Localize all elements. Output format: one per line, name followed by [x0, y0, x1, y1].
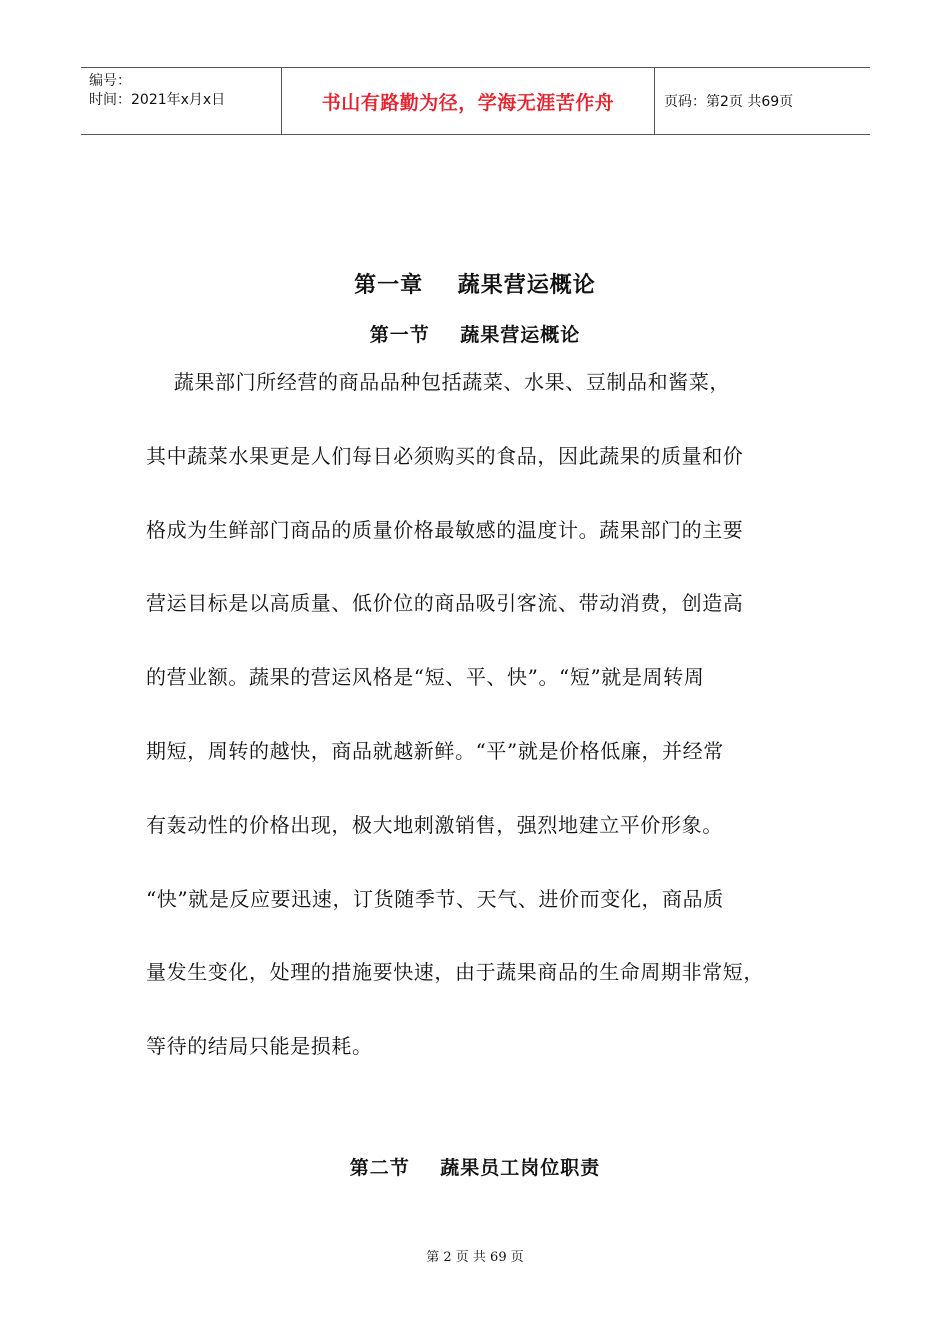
header-meta-cell	[81, 68, 282, 134]
header-page-info: 页码：第2页 共69页	[664, 94, 794, 110]
paragraph-line: 有轰动性的价格出现，极大地刺激销售，强烈地建立平价形象。	[146, 812, 723, 837]
paragraph-line: “快”就是反应要迅速，订货随季节、天气、进价而变化，商品质	[146, 886, 724, 911]
paragraph-line: 格成为生鲜部门商品的质量价格最敏感的温度计。蔬果部门的主要	[146, 517, 744, 542]
paragraph-line: 的营业额。蔬果的营运风格是“短、平、快”。“短”就是周转周	[146, 665, 705, 690]
document-date-label: 时间：2021年x月x日	[89, 92, 226, 108]
section-title-2: 第二节 蔬果员工岗位职责	[349, 1157, 601, 1179]
header-motto: 书山有路勤为径，学海无涯苦作舟	[282, 68, 655, 134]
paragraph-line: 等待的结局只能是损耗。	[146, 1034, 373, 1059]
section-title-1: 第一节 蔬果营运概论	[369, 324, 581, 346]
paragraph-line: 其中蔬菜水果更是人们每日必须购买的食品，因此蔬果的质量和价	[146, 443, 744, 468]
document-number-label: 编号：	[89, 73, 131, 89]
body-paragraph	[146, 367, 836, 1105]
page-header	[81, 67, 870, 135]
paragraph-line: 营运目标是以高质量、低价位的商品吸引客流、带动消费，创造高	[146, 591, 744, 616]
paragraph-line: 期短，周转的越快，商品就越新鲜。“平”就是价格低廉，并经常	[146, 738, 724, 763]
page-footer: 第 2 页 共 69 页	[426, 1250, 524, 1265]
paragraph-line: 量发生变化，处理的措施要快速，由于蔬果商品的生命周期非常短，	[146, 960, 764, 985]
paragraph-line: 蔬果部门所经营的商品品种包括蔬菜、水果、豆制品和酱菜，	[146, 370, 731, 394]
chapter-title: 第一章 蔬果营运概论	[354, 272, 596, 298]
